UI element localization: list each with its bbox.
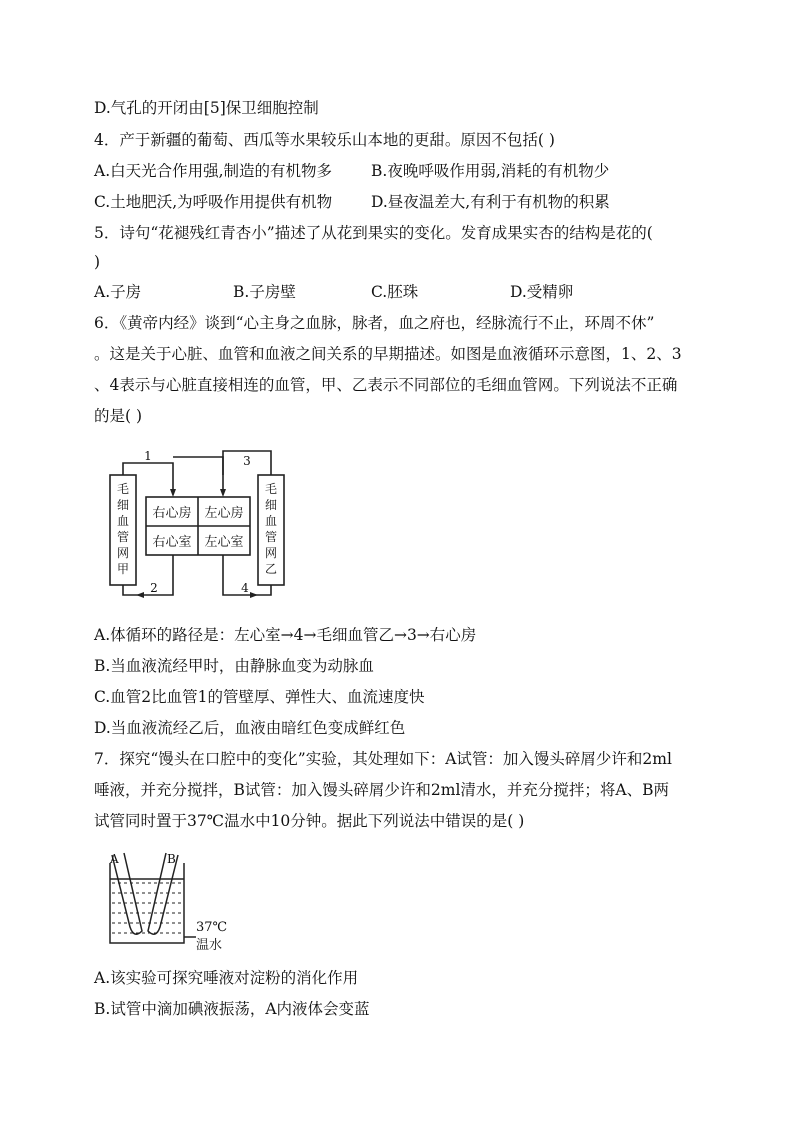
q4-option-c: C.土地肥沃,为呼吸作用提供有机物 (94, 193, 333, 211)
right-ventricle-label: 右心室 (152, 535, 192, 550)
right-net-char-1: 毛 (264, 482, 278, 496)
tube-a-label: A (110, 852, 119, 866)
q5-option-b: B.子房壁 (233, 283, 296, 301)
right-atrium-label: 右心房 (152, 506, 192, 521)
q4-option-d: D.昼夜温差大,有利于有机物的积累 (371, 193, 610, 211)
right-net-char-5: 网 (264, 546, 278, 560)
q6-option-b: B.当血液流经甲时，由静脉血变为动脉血 (94, 657, 374, 675)
right-net-char-2: 细 (264, 498, 278, 512)
left-ventricle-label: 左心室 (204, 535, 244, 550)
q6-option-d: D.当血液流经乙后，血液由暗红色变成鲜红色 (94, 719, 406, 737)
left-net-char-4: 管 (116, 530, 130, 544)
q5-stem-line2: ) (94, 253, 101, 271)
vessel-label-2: 2 (150, 581, 158, 595)
vessel-label-1: 1 (144, 449, 152, 463)
left-atrium-label: 左心房 (204, 506, 244, 521)
q7-option-b: B.试管中滴加碘液振荡，A内液体会变蓝 (94, 1000, 370, 1018)
q4-option-b: B.夜晚呼吸作用弱,消耗的有机物少 (371, 162, 610, 180)
q5-option-c: C.胚珠 (371, 283, 419, 301)
q5-option-a: A.子房 (94, 283, 142, 301)
q6-stem-line1: 6．《黄帝内经》谈到“心主身之血脉，脉者，血之府也，经脉流行不止，环周不休” (94, 314, 655, 332)
left-net-char-1: 毛 (116, 482, 130, 496)
left-net-char-3: 血 (116, 514, 130, 528)
q4-stem: 4．产于新疆的葡萄、西瓜等水果较乐山本地的更甜。原因不包括( ) (94, 131, 555, 149)
q6-option-a: A.体循环的路径是：左心室→4→毛细血管乙→3→右心房 (94, 626, 477, 644)
q5-stem-line1: 5．诗句“花褪残红青杏小”描述了从花到果实的变化。发育成果实杏的结构是花的( (94, 224, 653, 242)
vessel-label-4: 4 (241, 581, 249, 595)
q4-option-a: A.白天光合作用强,制造的有机物多 (94, 162, 333, 180)
q6-option-c: C.血管2比血管1的管壁厚、弹性大、血流速度快 (94, 688, 425, 706)
right-net-char-6: 乙 (264, 562, 278, 576)
right-net-char-4: 管 (264, 530, 278, 544)
warm-water-label: 温水 (196, 938, 223, 953)
q3-option-d: D.气孔的开闭由[5]保卫细胞控制 (94, 99, 319, 117)
q7-stem-line3: 试管同时置于37℃温水中10分钟。据此下列说法中错误的是( ) (94, 812, 525, 830)
blood-circulation-diagram (100, 445, 300, 610)
left-net-char-2: 细 (116, 498, 130, 512)
q5-option-d: D.受精卵 (510, 283, 574, 301)
vessel-label-3: 3 (243, 454, 251, 468)
q7-option-a: A.该实验可探究唾液对淀粉的消化作用 (94, 969, 359, 987)
q6-stem-line4: 的是( ) (94, 407, 143, 425)
q6-stem-line2: 。这是关于心脏、血管和血液之间关系的早期描述。如图是血液循环示意图，1、2、3 (94, 345, 682, 363)
q6-stem-line3: 、4表示与心脏直接相连的血管，甲、乙表示不同部位的毛细血管网。下列说法不正确 (94, 376, 678, 394)
tube-b-label: B (167, 852, 176, 866)
q7-stem-line1: 7．探究“馒头在口腔中的变化”实验，其处理如下：A试管：加入馒头碎屑少许和2ml (94, 750, 672, 768)
left-net-char-5: 网 (116, 546, 130, 560)
right-net-char-3: 血 (264, 514, 278, 528)
q7-stem-line2: 唾液，并充分搅拌，B试管：加入馒头碎屑少许和2ml清水，并充分搅拌；将A、B两 (94, 781, 669, 799)
left-net-char-6: 甲 (116, 562, 130, 576)
temperature-label: 37℃ (196, 920, 228, 935)
test-tube-experiment-diagram (100, 843, 240, 958)
